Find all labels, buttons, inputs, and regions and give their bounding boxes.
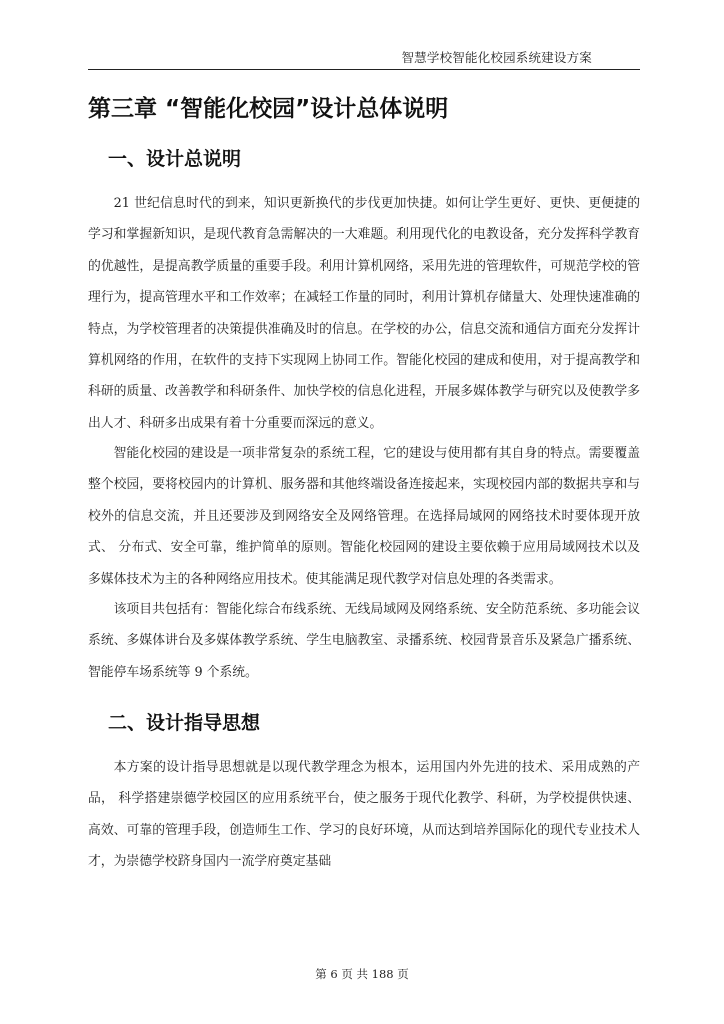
section-1-paragraph-3: 该项目共包括有：智能化综合布线系统、无线局域网及网络系统、安全防范系统、多功能会议系统、多媒体讲台及多媒体教学系统、学生电脑教室、录播系统、校园背景音乐及紧急广播系统、智能停车场系统等 9 个系统。: [88, 602, 640, 680]
section-2-paragraph-1: 本方案的设计指导思想就是以现代教学理念为根本，运用国内外先进的技术、采用成熟的产品， 科学搭建崇德学校园区的应用系统平台，使之服务于现代化教学、科研，为学校提供快速、高效、可靠的管理手段，创造师生工作、学习的良好环境，从而达到培养国际化的现代专业技术人才，为崇德学校跻身国内一流学府奠定基础: [88, 760, 640, 870]
chapter-title: 第三章 “智能化校园”设计总体说明: [88, 96, 449, 122]
page-number: 第 6 页 共 188 页: [315, 967, 409, 981]
section-1-paragraph-1: 21 世纪信息时代的到来，知识更新换代的步伐更加快捷。如何让学生更好、更快、更便捷的学习和掌握新知识，是现代教育急需解决的一大难题。利用现代化的电教设备，充分发挥科学教育的优越性，是提高教学质量的重要手段。利用计算机网络，采用先进的管理软件，可规范学校的管理行为，提高管理水平和工作效率；在减轻工作量的同时，利用计算机存储量大、处理快速准确的特点，为学校管理者的决策提供准确及时的信息。在学校的办公，信息交流和通信方面充分发挥计算机网络的作用，在软件的支持下实现网上协同工作。智能化校园的建成和使用，对于提高教学和科研的质量、改善教学和科研条件、加快学校的信息化进程，开展多媒体教学与研究以及使教学多出人才、科研多出成果有着十分重要而深远的意义。: [88, 196, 640, 431]
section-1-paragraph-2: 智能化校园的建设是一项非常复杂的系统工程，它的建设与使用都有其自身的特点。需要覆盖整个校园，要将校园内的计算机、服务器和其他终端设备连接起来，实现校园内部的数据共享和与校外的信息交流，并且还要涉及到网络安全及网络管理。在选择局域网的网络技术时要体现开放式、 分布式、安全可靠，维护简单的原则。智能化校园网的建设主要依赖于应用局域网技术以及多媒体技术为主的各种网络应用技术。使其能满足现代教学对信息处理的各类需求。: [88, 446, 640, 587]
section-heading-1: 一、设计总说明: [108, 148, 242, 170]
running-header: 智慧学校智能化校园系统建设方案: [401, 50, 592, 65]
section-heading-2: 二、设计指导思想: [108, 712, 261, 734]
header-rule: [88, 69, 640, 70]
